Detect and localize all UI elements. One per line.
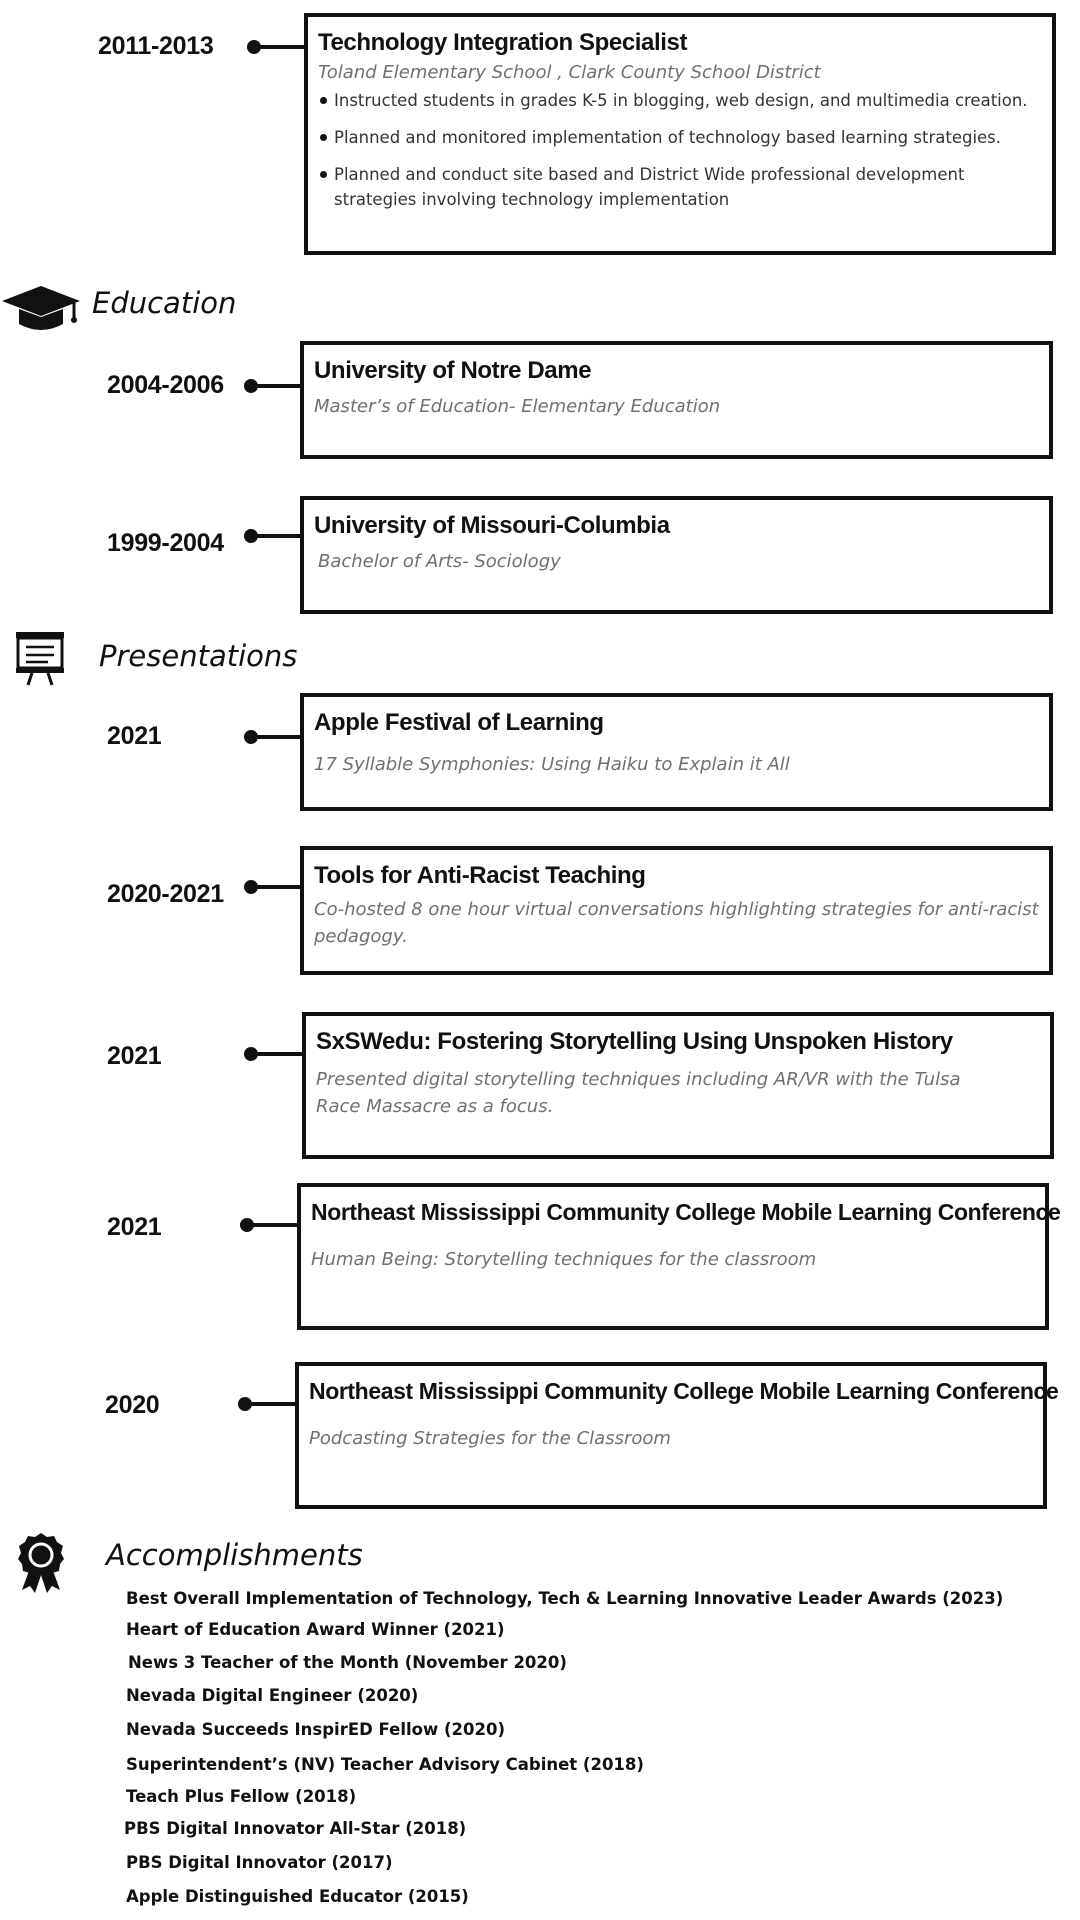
entry-year: 2021 bbox=[107, 1042, 162, 1070]
presentation-description: Presented digital storytelling techniques including AR/VR with the Tulsa Race Massacre as a focus. bbox=[316, 1069, 961, 1117]
accomplishment-item: PBS Digital Innovator (2017) bbox=[126, 1853, 393, 1872]
accomplishment-item: Nevada Succeeds InspirED Fellow (2020) bbox=[126, 1720, 505, 1739]
timeline-connector bbox=[251, 534, 303, 538]
presentation-card bbox=[295, 1362, 1059, 1509]
accomplishment-item: Best Overall Implementation of Technology, Tech & Learning Innovative Leader Awards (2023) bbox=[126, 1589, 1004, 1608]
timeline-connector bbox=[251, 384, 303, 388]
entry-year: 2020-2021 bbox=[107, 880, 224, 908]
timeline-connector bbox=[245, 1402, 297, 1406]
presentation-title: Northeast Mississippi Community College Mobile Learning Conference bbox=[311, 1199, 1061, 1225]
degree: Bachelor of Arts- Sociology bbox=[318, 551, 561, 572]
presentation-title: Apple Festival of Learning bbox=[314, 709, 604, 736]
entry-year: 2004-2006 bbox=[107, 371, 224, 399]
job-bullet: Planned and monitored implementation of technology based learning strategies. bbox=[318, 125, 1042, 150]
timeline-connector bbox=[251, 1052, 303, 1056]
section-title: Education bbox=[92, 286, 237, 320]
entry-year: 2021 bbox=[107, 722, 162, 750]
entry-year: 2011-2013 bbox=[98, 32, 214, 60]
presentation-title: SxSWedu: Fostering Storytelling Using Unspoken History bbox=[316, 1028, 953, 1055]
graduation-cap-icon bbox=[2, 282, 80, 332]
presentation-card bbox=[297, 1183, 1061, 1330]
presentation-card bbox=[300, 693, 1053, 811]
entry-year: 2021 bbox=[107, 1213, 162, 1241]
presentation-description: Podcasting Strategies for the Classroom bbox=[309, 1428, 671, 1449]
school-name: University of Missouri-Columbia bbox=[314, 512, 670, 539]
degree: Master’s of Education- Elementary Education bbox=[314, 396, 721, 417]
section-title: Accomplishments bbox=[106, 1538, 363, 1572]
timeline-connector bbox=[251, 735, 303, 739]
presentation-card bbox=[302, 1012, 1054, 1159]
education-card bbox=[300, 496, 1053, 614]
job-bullets bbox=[318, 88, 1042, 212]
job-employer: Toland Elementary School , Clark County School District bbox=[318, 62, 821, 83]
timeline-connector bbox=[247, 1223, 299, 1227]
presentation-description: Human Being: Storytelling techniques for the classroom bbox=[311, 1249, 817, 1270]
presentation-description: Co-hosted 8 one hour virtual conversations highlighting strategies for anti-racist pedagogy. bbox=[314, 899, 1039, 947]
presentation-title: Tools for Anti-Racist Teaching bbox=[314, 862, 646, 889]
entry-year: 1999-2004 bbox=[107, 529, 224, 557]
entry-year: 2020 bbox=[105, 1391, 160, 1419]
education-card bbox=[300, 341, 1053, 459]
job-bullet: Instructed students in grades K-5 in blogging, web design, and multimedia creation. bbox=[318, 88, 1042, 113]
accomplishment-item: Teach Plus Fellow (2018) bbox=[126, 1787, 357, 1806]
experience-card bbox=[304, 13, 1056, 255]
accomplishment-item: News 3 Teacher of the Month (November 2020) bbox=[128, 1653, 567, 1672]
timeline-connector bbox=[254, 45, 306, 49]
presentation-description: 17 Syllable Symphonies: Using Haiku to Explain it All bbox=[314, 754, 790, 775]
school-name: University of Notre Dame bbox=[314, 357, 592, 384]
award-ribbon-icon bbox=[16, 1532, 66, 1594]
accomplishment-item: Nevada Digital Engineer (2020) bbox=[126, 1686, 419, 1705]
section-title: Presentations bbox=[99, 639, 298, 673]
accomplishment-item: PBS Digital Innovator All-Star (2018) bbox=[124, 1819, 467, 1838]
presentation-title: Northeast Mississippi Community College Mobile Learning Conference bbox=[309, 1378, 1059, 1404]
job-bullet: Planned and conduct site based and District Wide professional development strategies involving technology implementation bbox=[318, 162, 1042, 212]
presentation-card bbox=[300, 846, 1053, 975]
timeline-connector bbox=[251, 885, 303, 889]
job-title: Technology Integration Specialist bbox=[318, 29, 688, 56]
accomplishment-item: Superintendent’s (NV) Teacher Advisory Cabinet (2018) bbox=[126, 1755, 644, 1774]
presentation-board-icon bbox=[14, 630, 66, 686]
accomplishment-item: Heart of Education Award Winner (2021) bbox=[126, 1620, 505, 1639]
accomplishment-item: Apple Distinguished Educator (2015) bbox=[126, 1887, 469, 1906]
